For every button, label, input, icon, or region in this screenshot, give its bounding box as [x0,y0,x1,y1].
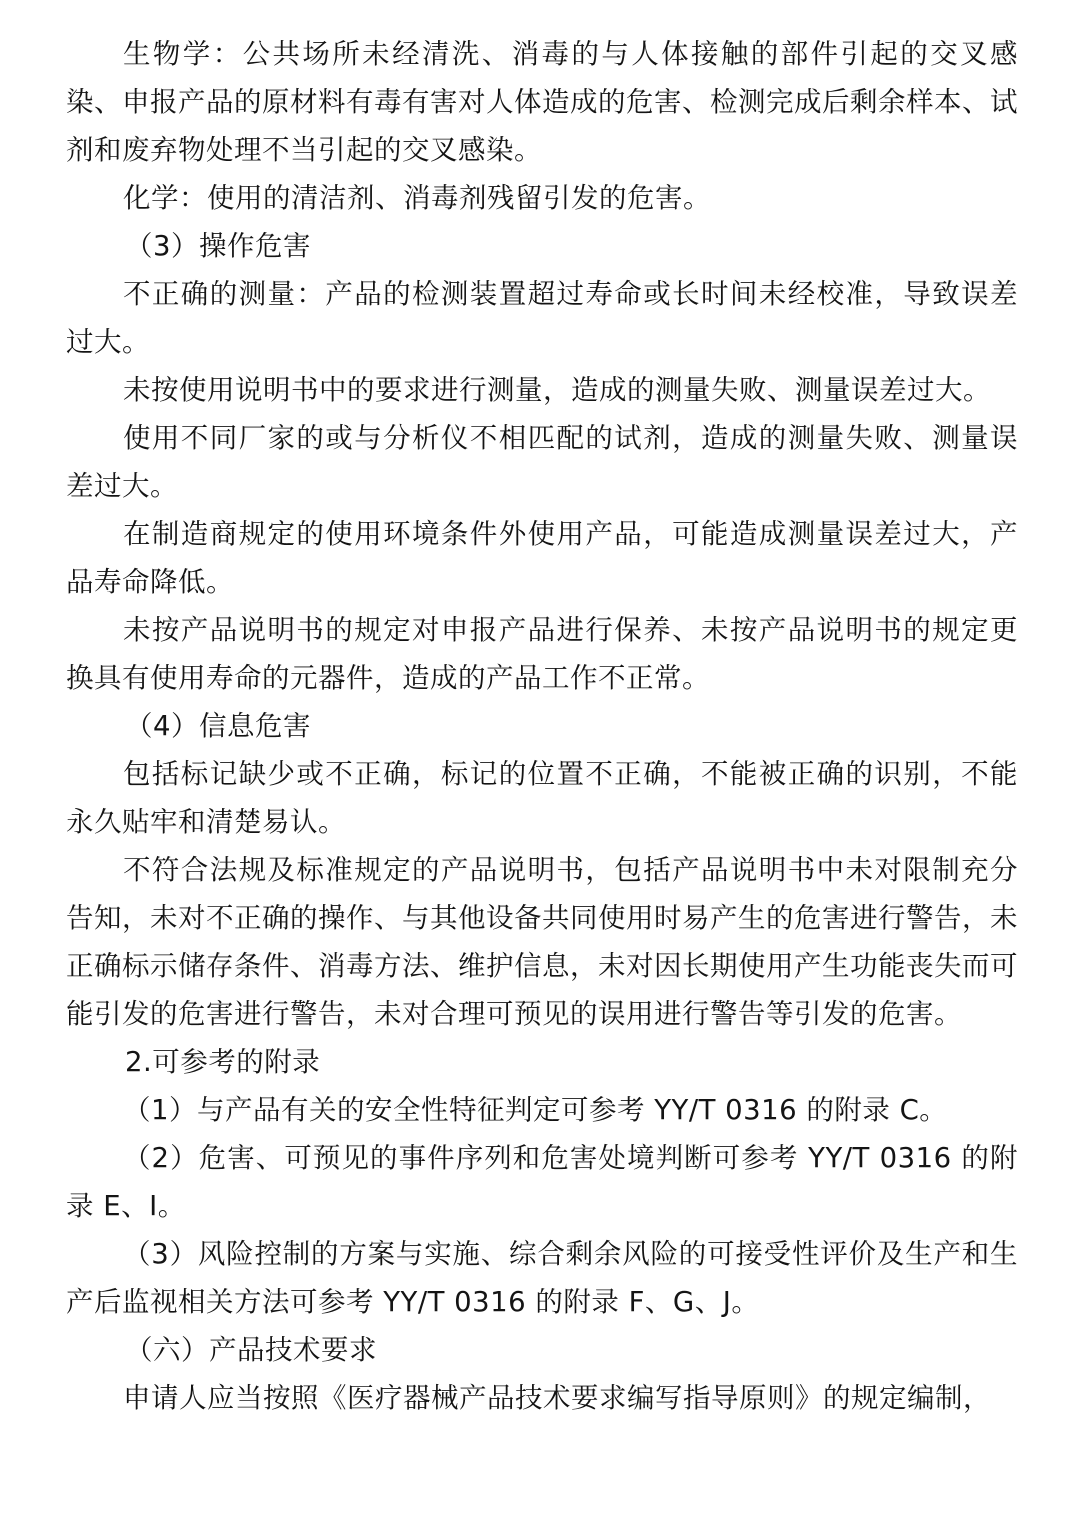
paragraph-chemistry: 化学：使用的清洁剂、消毒剂残留引发的危害。 [123,182,711,214]
paragraph-mismatched-reagent: 使用不同厂家的或与分析仪不相匹配的试剂，造成的测量失败、测量误差过大。 [66,422,1018,502]
paragraph-environment: 在制造商规定的使用环境条件外使用产品，可能造成测量误差过大，产品寿命降低。 [66,518,1018,598]
heading-appendix-reference: 2.可参考的附录 [125,1046,321,1078]
paragraph-applicant: 申请人应当按照《医疗器械产品技术要求编写指导原则》的规定编制， [123,1382,991,1414]
heading-information-hazard: （4）信息危害 [125,710,311,742]
paragraph-appendix-c: （1）与产品有关的安全性特征判定可参考 YY/T 0316 的附录 C。 [123,1094,948,1126]
paragraph-not-per-manual: 未按使用说明书中的要求进行测量，造成的测量失败、测量误差过大。 [123,374,991,406]
document-body [66,30,1018,1422]
paragraph-biology: 生物学：公共场所未经清洗、消毒的与人体接触的部件引起的交叉感染、申报产品的原材料有毒有害对人体造成的危害、检测完成后剩余样本、试剂和废弃物处理不当引起的交叉感染。 [66,38,1018,166]
paragraph-incorrect-measurement: 不正确的测量：产品的检测装置超过寿命或长时间未经校准，导致误差过大。 [66,278,1018,358]
paragraph-appendix-f-g-j: （3）风险控制的方案与实施、综合剩余风险的可接受性评价及生产和生产后监视相关方法可参考 YY/T 0316 的附录 F、G、J。 [66,1238,1018,1318]
paragraph-maintenance: 未按产品说明书的规定对申报产品进行保养、未按产品说明书的规定更换具有使用寿命的元器件，造成的产品工作不正常。 [66,614,1018,694]
paragraph-instructions: 不符合法规及标准规定的产品说明书，包括产品说明书中未对限制充分告知，未对不正确的操作、与其他设备共同使用时易产生的危害进行警告，未正确标示储存条件、消毒方法、维护信息，未对因长期使用产生功能丧失而可能引发的危害进行警告，未对合理可预见的误用进行警告等引发的危害。 [66,854,1018,1030]
paragraph-labeling: 包括标记缺少或不正确，标记的位置不正确，不能被正确的识别，不能永久贴牢和清楚易认。 [66,758,1018,838]
heading-technical-requirements: （六）产品技术要求 [125,1334,377,1366]
paragraph-appendix-e-i: （2）危害、可预见的事件序列和危害处境判断可参考 YY/T 0316 的附录 E、I。 [66,1142,1018,1222]
heading-operation-hazard: （3）操作危害 [125,230,311,262]
